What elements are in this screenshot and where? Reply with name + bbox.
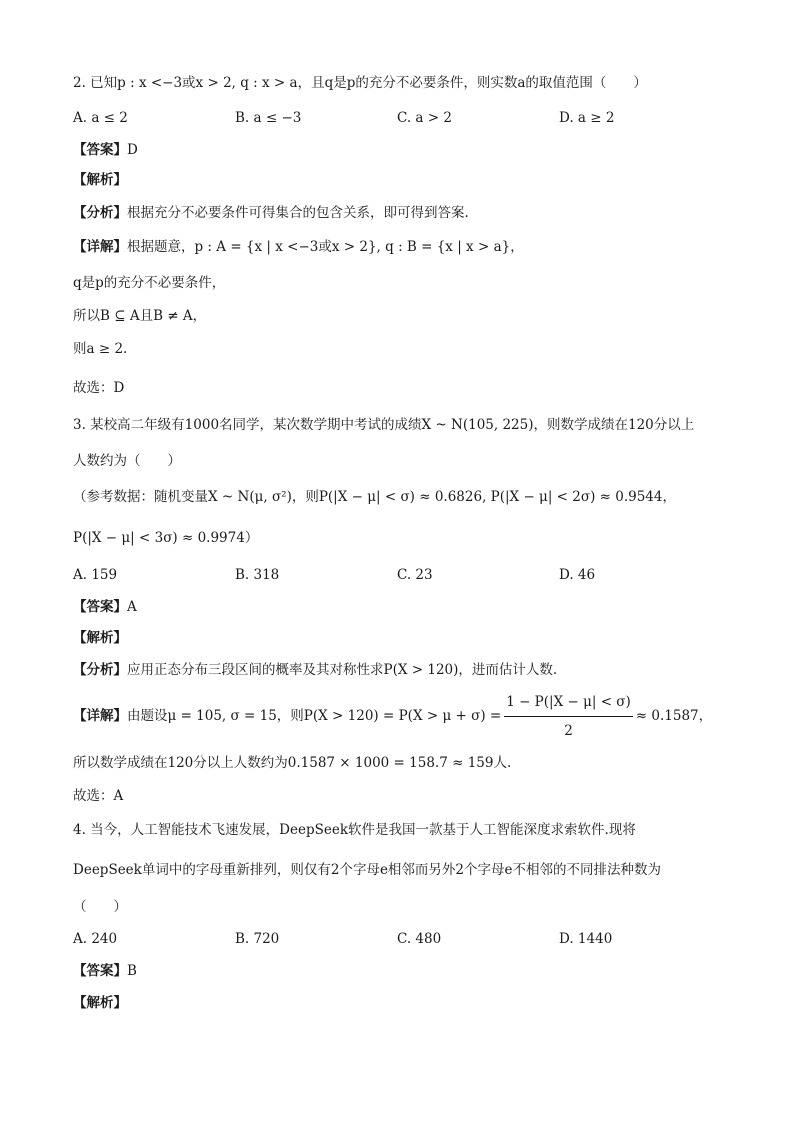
q3-reference-line1: （参考数据：随机变量X ~ N(μ, σ²)，则P(|X − μ| < σ) ≈ 0.6826, P(|X − μ| < 2σ) ≈ 0.9544，	[73, 489, 676, 505]
q2-line2: q是p的充分不必要条件，	[73, 275, 226, 291]
q2-stem: 2. 已知p : x <−3或x > 2, q : x > a，且q是p的充分不必要条件，则实数a的取值范围（ ）	[73, 75, 647, 91]
q3-option-a: A. 159	[73, 567, 118, 583]
q3-fraction: $\frac{1 - P(|X - \mu| < \sigma)}{2}$	[504, 690, 633, 743]
q4-option-d: D. 1440	[559, 931, 613, 947]
q2-xiangjie: 【详解】根据题意，p : A = {x | x <−3或x > 2}, q : B = {x | x > a}，	[73, 239, 524, 255]
q2-option-c: C. a > 2	[397, 110, 452, 126]
q4-stem-line3: （ ）	[73, 899, 127, 915]
q4-option-c: C. 480	[397, 931, 442, 947]
q3-option-d: D. 46	[559, 567, 596, 583]
q3-stem-line1: 3. 某校高二年级有1000名同学，某次数学期中考试的成绩X ~ N(105, 225)，则数学成绩在120分以上	[73, 417, 695, 433]
q2-line4: 则a ≥ 2.	[73, 341, 128, 357]
q4-analysis-heading: 【解析】	[73, 995, 127, 1011]
q3-option-b: B. 318	[235, 567, 280, 583]
q2-fenxi: 【分析】根据充分不必要条件可得集合的包含关系，即可得到答案.	[73, 205, 469, 221]
q2-line3: 所以B ⊆ A且B ≠ A，	[73, 308, 207, 324]
q2-answer: 【答案】D	[73, 142, 138, 158]
q3-line2: 所以数学成绩在120分以上人数约为0.1587 × 1000 = 158.7 ≈ 159人.	[73, 755, 512, 771]
q2-option-a: A. a ≤ 2	[73, 110, 128, 126]
q3-stem-line2: 人数约为（ ）	[73, 453, 181, 469]
q3-option-c: C. 23	[397, 567, 433, 583]
q2-choose: 故选：D	[73, 380, 125, 396]
q2-option-d: D. a ≥ 2	[559, 110, 615, 126]
q3-fenxi: 【分析】应用正态分布三段区间的概率及其对称性求P(X > 120)，进而估计人数.	[73, 662, 558, 678]
q2-options	[73, 108, 773, 128]
q3-analysis-heading: 【解析】	[73, 630, 127, 646]
q2-option-b: B. a ≤ −3	[235, 110, 302, 126]
q3-xiangjie: 【详解】由题设μ = 105, σ = 15，则P(X > 120) = P(X > μ + σ) = $\frac{1 - P(|X - \mu| < \sigma)}{2}$ ≈ 0.1587，	[73, 690, 712, 743]
q4-option-b: B. 720	[235, 931, 280, 947]
q4-stem-line2: DeepSeek单词中的字母重新排列，则仅有2个字母e相邻而另外2个字母e不相邻的不同排法种数为	[73, 862, 662, 878]
q3-answer: 【答案】A	[73, 599, 137, 615]
q2-analysis-heading: 【解析】	[73, 172, 127, 188]
q3-choose: 故选：A	[73, 788, 124, 804]
q4-stem-line1: 4. 当今，人工智能技术飞速发展，DeepSeek软件是我国一款基于人工智能深度求索软件.现将	[73, 822, 636, 838]
q3-reference-line2: P(|X − μ| < 3σ) ≈ 0.9974）	[73, 530, 259, 546]
q4-option-a: A. 240	[73, 931, 118, 947]
q3-options	[73, 565, 773, 585]
q4-answer: 【答案】B	[73, 963, 137, 979]
q4-options	[73, 929, 773, 949]
